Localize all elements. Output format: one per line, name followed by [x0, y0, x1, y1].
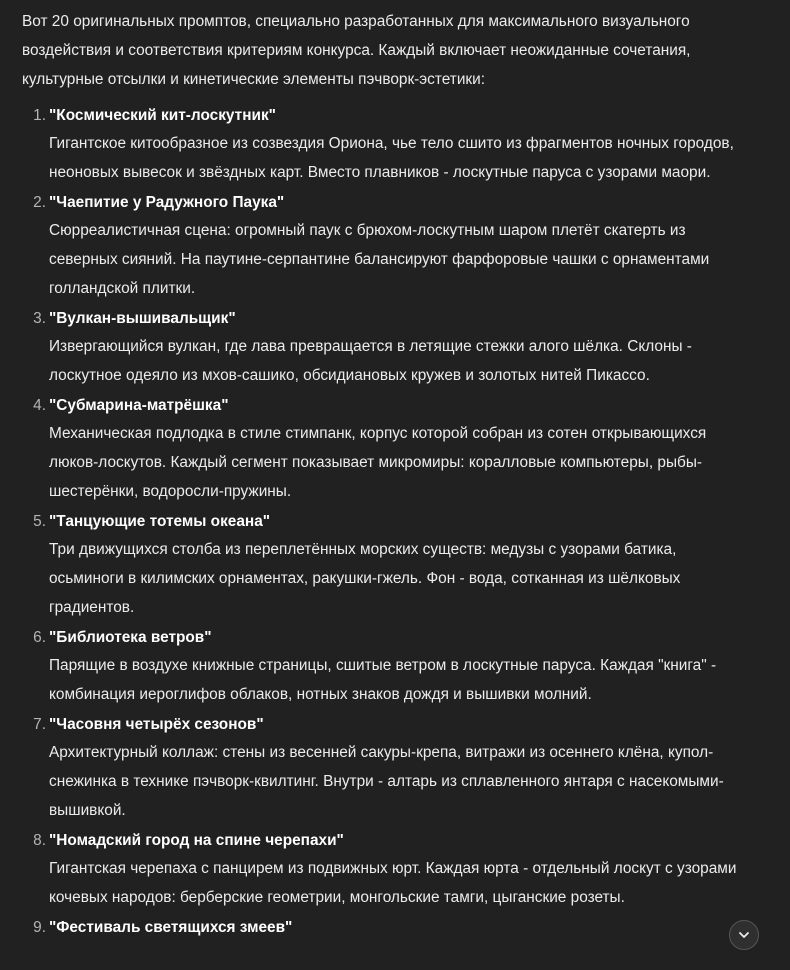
item-number: 6. — [33, 629, 46, 646]
item-title: "Вулкан-вышивальщик" — [49, 310, 236, 327]
list-item — [22, 393, 774, 506]
item-title: "Фестиваль светящихся змеев" — [49, 919, 293, 936]
item-number: 7. — [33, 716, 46, 733]
list-item — [22, 190, 774, 303]
item-number: 5. — [33, 513, 46, 530]
item-description: Сюрреалистичная сцена: огромный паук с брюхом-лоскутным шаром плетёт скатерть из северных сияний. На паутине-серпантине балансируют фарфоровые чашки с орнаментами голландской плитки. — [49, 222, 710, 297]
item-description: Три движущихся столба из переплетённых морских существ: медузы с узорами батика, осьминоги в килимских орнаментах, ракушки-гжель. Фон - вода, сотканная из шёлковых градиентов. — [49, 541, 681, 616]
item-title: "Библиотека ветров" — [49, 629, 212, 646]
item-title: "Космический кит-лоскутник" — [49, 107, 276, 124]
item-number: 2. — [33, 194, 46, 211]
list-item — [22, 509, 774, 622]
list-item — [22, 103, 774, 187]
item-title: "Танцующие тотемы океана" — [49, 513, 271, 530]
item-title: "Часовня четырёх сезонов" — [49, 716, 264, 733]
item-title: "Номадский город на спине черепахи" — [49, 832, 344, 849]
chevron-down-icon — [737, 928, 751, 942]
list-item — [22, 712, 774, 825]
item-title: "Субмарина-матрёшка" — [49, 397, 229, 414]
prompt-list — [22, 103, 774, 941]
item-number: 9. — [33, 919, 46, 936]
scroll-to-bottom-button[interactable] — [729, 920, 759, 950]
assistant-message — [22, 7, 774, 944]
item-description: Гигантская черепаха с панцирем из подвижных юрт. Каждая юрта - отдельный лоскут с узорами кочевых народов: берберские геометрии, монгольские тамги, цыганские розеты. — [49, 860, 737, 906]
item-description: Извергающийся вулкан, где лава превращается в летящие стежки алого шёлка. Склоны - лоскутное одеяло из мхов-сашико, обсидиановых кружев и золотых нитей Пикассо. — [49, 338, 692, 384]
list-item — [22, 915, 774, 941]
item-number: 1. — [33, 107, 46, 124]
item-number: 8. — [33, 832, 46, 849]
item-title: "Чаепитие у Радужного Паука" — [49, 194, 285, 211]
list-item — [22, 625, 774, 709]
intro-text: Вот 20 оригинальных промптов, специально разработанных для максимального визуального воздействия и соответствия критериям конкурса. Каждый включает неожиданные сочетания, культурные отсылки и кинетические элементы пэчворк-эстетики: — [22, 13, 691, 88]
list-item — [22, 306, 774, 390]
list-item — [22, 828, 774, 912]
item-description: Архитектурный коллаж: стены из весенней сакуры-крепа, витражи из осеннего клёна, купол- снежинка в технике пэчворк-квилтинг. Внутри - алтарь из сплавленного янтаря с насекомыми- вышивкой. — [49, 744, 724, 819]
item-description: Гигантское китообразное из созвездия Ориона, чье тело сшито из фрагментов ночных городов, неоновых вывесок и звёздных карт. Вместо плавников - лоскутные паруса с узорами маори. — [49, 135, 734, 181]
item-description: Парящие в воздухе книжные страницы, сшитые ветром в лоскутные паруса. Каждая "книга" - комбинация иероглифов облаков, нотных знаков дождя и вышивки молний. — [49, 657, 717, 703]
item-number: 4. — [33, 397, 46, 414]
item-description: Механическая подлодка в стиле стимпанк, корпус которой собран из сотен открывающихся люков-лоскутов. Каждый сегмент показывает микромиры: коралловые компьютеры, рыбы- шестерёнки, водоросли-пружины. — [49, 425, 707, 500]
item-number: 3. — [33, 310, 46, 327]
